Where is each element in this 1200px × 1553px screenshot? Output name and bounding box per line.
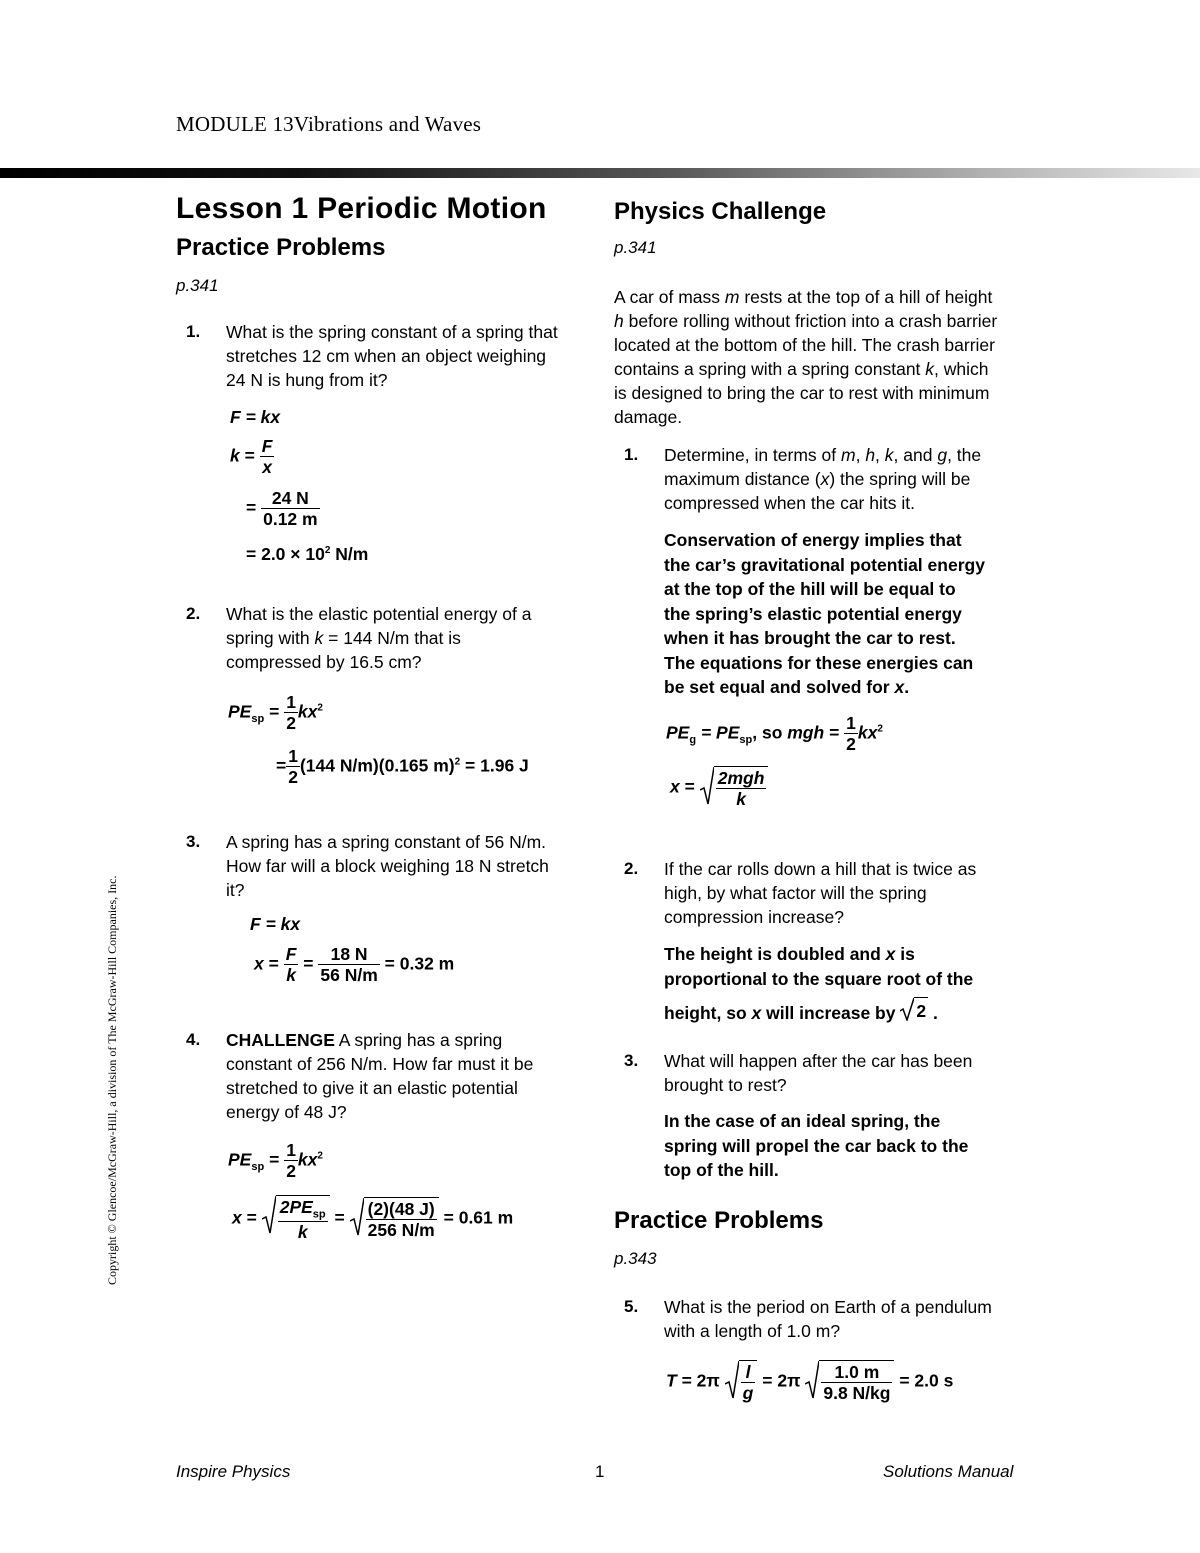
eq3-line1: F = kx: [250, 914, 301, 934]
page-number: 1: [595, 1462, 605, 1481]
eq3-line2: x = $\frac{F}{k}$ = $\frac{18 N}{56 N/m}$ = 0.32 m: [254, 944, 455, 986]
question-1-text: Determine, in terms of m, h, k, and g, the maximum distance (x) the spring will be compressed when the car hits it.: [664, 445, 982, 513]
problem-5-text: What is the period on Earth of a pendulum with a length of 1.0 m?: [664, 1297, 992, 1341]
problem-1-text: What is the spring constant of a spring that stretches 12 cm when an object weighing 24 N is hung from it?: [226, 322, 558, 390]
eq2-line1: $PE_{sp}$ = $\frac{1}{2}$ $kx^2$: [228, 692, 323, 734]
question-3-text: What will happen after the car has been brought to rest?: [664, 1051, 973, 1095]
lesson-title: Lesson 1 Periodic Motion: [176, 192, 547, 225]
footer-right: Solutions Manual: [883, 1462, 1014, 1481]
module-header: MODULE 13Vibrations and Waves: [176, 112, 482, 136]
section-practice-problems: Practice Problems: [176, 234, 386, 261]
eq4-line2: x = $\frac{2PE_{sp}}{k}$ = $\frac{(2)(48 J)}{256 N/m}$ = 0.61 m: [232, 1197, 514, 1243]
problem-number: 5.: [624, 1297, 639, 1316]
eq5-line1: $PE_g = PE_{sp}$, so mgh = $\frac{1}{2}$ $kx^2$: [666, 713, 883, 755]
eq1-line3: = $\frac{24 N}{0.12 m}$: [246, 488, 318, 530]
section-physics-challenge: Physics Challenge: [614, 198, 827, 225]
question-number: 1.: [624, 445, 639, 464]
problem-2-text: What is the elastic potential energy of a spring with k = 144 N/m that is compressed by 16.5 cm?: [226, 604, 532, 672]
problem-3-text: A spring has a spring constant of 56 N/m. How far will a block weighing 18 N stretch it?: [226, 832, 549, 900]
problem-number: 2.: [186, 604, 201, 623]
header-rule: [0, 168, 1200, 178]
question-number: 3.: [624, 1051, 639, 1070]
page-ref: p.341: [614, 238, 657, 257]
problem-number: 4.: [186, 1030, 201, 1049]
eq4-line1: $PE_{sp}$ = $\frac{1}{2}$ $kx^2$: [228, 1140, 323, 1182]
answer-2: The height is doubled and x is proportional to the square root of the height, so x will increase by 2 .: [664, 944, 974, 1023]
eq1-line4: = $2.0 \times 10^2$ N/m: [246, 544, 369, 564]
page-ref: p.341: [176, 276, 219, 295]
answer-3: In the case of an ideal spring, the spring will propel the car back to the top of the hill.: [664, 1111, 969, 1180]
challenge-intro: A car of mass m rests at the top of a hill of height h before rolling without friction into a crash barrier located at the bottom of the hill. The crash barrier contains a spring with a spring constant k, which is designed to bring the car to rest with minimum damage.: [614, 287, 998, 427]
section-practice-problems-2: Practice Problems: [614, 1207, 824, 1234]
problem-number: 3.: [186, 832, 201, 851]
answer-1: Conservation of energy implies that the car’s gravitational potential energy at the top of the hill will be equal to the spring’s elastic potential energy when it has brought the car to rest. The equations for these energies can be set equal and solved for x.: [664, 530, 985, 697]
eq2-line2: = $\frac{1}{2}$ (144 N/m)(0.165 m)$^2$ = 1.96 J: [276, 746, 529, 788]
question-number: 2.: [624, 859, 639, 878]
eq6: T = 2π $\frac{l}{g}$ = 2π $\frac{1.0 m}{9.8 N/kg}$ = 2.0 s: [666, 1362, 954, 1404]
footer-left: Inspire Physics: [176, 1462, 291, 1481]
eq1-line1: F = kx: [230, 407, 281, 427]
eq5-line2: x = $\frac{\text{2mgh}}{k}$: [670, 766, 768, 809]
problem-number: 1.: [186, 322, 201, 341]
question-2-text: If the car rolls down a hill that is twice as high, by what factor will the spring compression increase?: [664, 859, 977, 927]
problem-4-text: CHALLENGE A spring has a spring constant of 256 N/m. How far must it be stretched to give it an elastic potential energy of 48 J?: [226, 1030, 534, 1122]
eq1-line2: k = $\frac{F}{x}$: [230, 436, 273, 478]
page-ref-2: p.343: [614, 1249, 657, 1268]
copyright-notice: Copyright © Glencoe/McGraw-Hill, a division of The McGraw-Hill Companies, Inc.: [105, 875, 119, 1285]
